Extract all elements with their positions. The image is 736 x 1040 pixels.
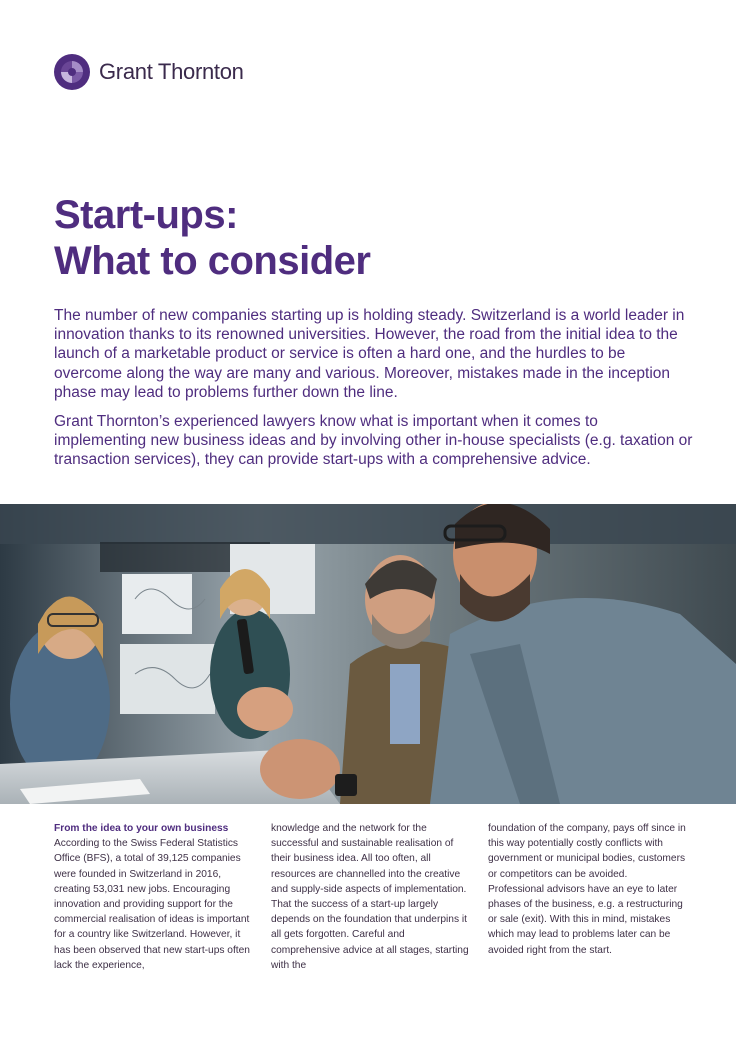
section-subheading: From the idea to your own business	[54, 823, 229, 834]
body-column-2-text: knowledge and the network for the successful and sustainable realisation of their business idea. All too often, all resources are channelled into the creative and supply-side aspects of implementation. That the success of a start-up largely depends on the foundation that underpins it all gets forgotten. Careful and comprehensive advice at all stages, starting with the	[271, 823, 469, 971]
brand-name: Grant Thornton	[99, 59, 244, 84]
meeting-photo	[0, 504, 736, 804]
intro-text	[54, 306, 694, 480]
body-column-1-text: According to the Swiss Federal Statistics Office (BFS), a total of 39,125 companies were founded in Switzerland in 2016, creating 53,031 new jobs. Encouraging innovation and providing support for the commercial realisation of ideas is important for a country like Switzerland. However, it has been observed that new start-ups often lack the experience,	[54, 838, 250, 971]
body-column-3	[488, 821, 686, 973]
brand-logo	[54, 54, 244, 90]
title-line-2: What to consider	[54, 239, 371, 283]
intro-paragraph-1: The number of new companies starting up is holding steady. Switzerland is a world leader in innovation thanks to its renowned universities. However, the road from the initial idea to the launch of a marketable product or service is often a hard one, and the hurdles to be overcome along the way are many and various. Moreover, mistakes made in the inception phase may lead to problems further down the line.	[54, 307, 685, 401]
title-line-1: Start-ups:	[54, 193, 238, 237]
intro-paragraph-2: Grant Thornton’s experienced lawyers know what is important when it comes to implementing new business ideas and by involving other in-house specialists (e.g. taxation or transaction services), they can provide start-ups with a comprehensive advice.	[54, 413, 693, 469]
body-columns	[54, 821, 694, 973]
body-column-1	[54, 821, 252, 973]
body-column-3-text: foundation of the company, pays off since in this way potentially costly conflicts with government or municipal bodies, customers or competitors can be avoided. Professional advisors have an eye to later phases of the business, e.g. a restructuring or sale (exit). With this in mind, mistakes which may lead to problems later can be avoided right from the start.	[488, 823, 686, 956]
meeting-photo-illustration	[0, 504, 736, 804]
body-column-2	[271, 821, 469, 973]
grant-thornton-logo-icon	[54, 54, 90, 90]
page-title	[54, 192, 370, 284]
